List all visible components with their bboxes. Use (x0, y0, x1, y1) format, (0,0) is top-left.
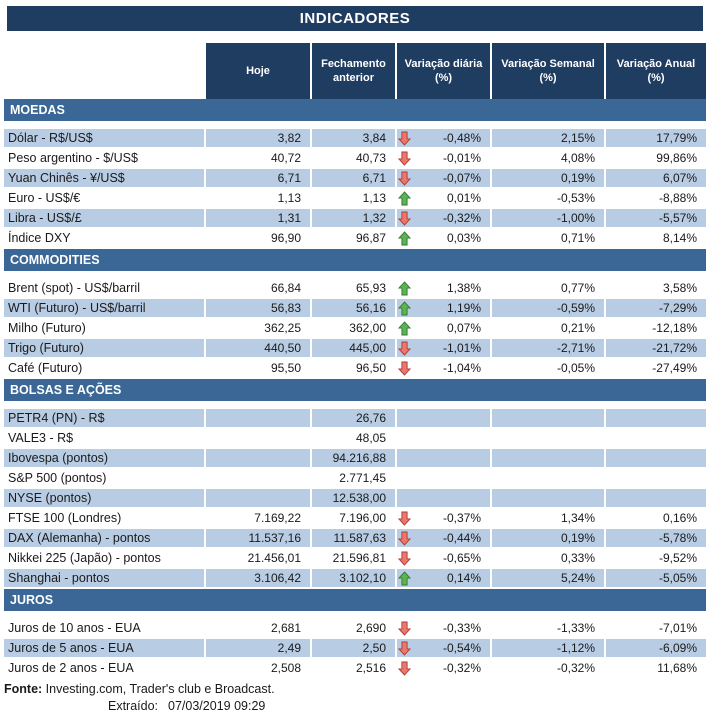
source-text: Investing.com, Trader's club e Broadcast. (42, 682, 275, 696)
table-row (4, 299, 706, 319)
cell-variacao-anual: -21,72% (606, 339, 706, 357)
cell-fechamento-anterior: 96,87 (355, 231, 386, 245)
cell-variacao-diaria (397, 229, 490, 247)
cell-hoje (206, 449, 310, 467)
cell-fechamento-anterior: 3,84 (312, 129, 395, 147)
cell-hoje: 7.169,22 (254, 511, 301, 525)
extracted-line (4, 698, 706, 715)
table-row (4, 279, 706, 299)
cell-variacao-diaria (397, 339, 490, 357)
cell-hoje: 3.106,42 (206, 569, 310, 587)
cell-variacao-diaria-value: -0,65% (442, 551, 481, 565)
arrow-up-icon (398, 189, 414, 207)
cell-variacao-anual (606, 429, 706, 447)
cell-variacao-anual: -5,57% (606, 209, 706, 227)
cell-hoje (206, 469, 310, 487)
cell-variacao-anual (606, 449, 706, 467)
table-row (4, 489, 706, 509)
cell-variacao-diaria-value: -0,32% (442, 211, 481, 225)
cell-hoje: 2,681 (270, 621, 301, 635)
cell-variacao-diaria (397, 659, 490, 677)
cell-variacao-diaria (397, 449, 490, 467)
cell-fechamento-anterior: 56,16 (312, 299, 395, 317)
page-title (7, 6, 703, 31)
row-label: Trigo (Futuro) (4, 339, 204, 357)
table-row (4, 129, 706, 149)
cell-variacao-diaria-value: 1,19% (446, 301, 481, 315)
cell-variacao-anual: -6,09% (606, 639, 706, 657)
cell-variacao-diaria-value: -1,01% (442, 341, 481, 355)
cell-fechamento-anterior: 48,05 (355, 431, 386, 445)
cell-variacao-anual: 17,79% (606, 129, 706, 147)
cell-variacao-diaria (397, 299, 490, 317)
cell-variacao-semanal (492, 469, 604, 487)
table-row (4, 209, 706, 229)
arrow-up-icon (398, 229, 414, 247)
cell-hoje: 3,82 (206, 129, 310, 147)
row-label: WTI (Futuro) - US$/barril (4, 299, 204, 317)
cell-variacao-diaria (397, 619, 490, 637)
cell-variacao-diaria-value: 0,03% (446, 231, 481, 245)
cell-variacao-semanal: -0,53% (556, 191, 595, 205)
arrow-empty-slot (398, 469, 414, 487)
cell-fechamento-anterior: 26,76 (312, 409, 395, 427)
column-header-fechamento: Fechamento anterior (312, 43, 395, 99)
cell-variacao-semanal: -1,00% (492, 209, 604, 227)
cell-hoje: 2,508 (270, 661, 301, 675)
cell-variacao-anual: -5,78% (606, 529, 706, 547)
arrow-down-icon (398, 129, 414, 147)
section-header-bolsas-e-a-es: BOLSAS E AÇÕES (4, 379, 706, 403)
row-label: Brent (spot) - US$/barril (8, 281, 140, 295)
cell-variacao-anual (606, 489, 706, 507)
cell-variacao-diaria-value: -0,32% (442, 661, 481, 675)
table-row (4, 639, 706, 659)
arrow-up-icon (398, 279, 414, 297)
cell-variacao-diaria (397, 129, 490, 147)
cell-variacao-diaria-value: -0,33% (442, 621, 481, 635)
arrow-down-icon (398, 209, 414, 227)
table-row (4, 549, 706, 569)
cell-variacao-semanal (492, 429, 604, 447)
cell-variacao-anual: 99,86% (656, 151, 697, 165)
cell-fechamento-anterior: 11.587,63 (312, 529, 395, 547)
cell-variacao-diaria-value: -0,01% (442, 151, 481, 165)
cell-fechamento-anterior: 362,00 (349, 321, 386, 335)
cell-hoje: 40,72 (270, 151, 301, 165)
cell-variacao-anual: 11,68% (657, 661, 697, 675)
table-body (4, 99, 706, 679)
cell-hoje (206, 409, 310, 427)
row-label: Milho (Futuro) (8, 321, 86, 335)
cell-variacao-anual: 8,14% (662, 231, 697, 245)
arrow-down-icon (398, 339, 414, 357)
cell-variacao-anual: -9,52% (658, 551, 697, 565)
row-label: Juros de 5 anos - EUA (4, 639, 204, 657)
table-row (4, 149, 706, 169)
cell-fechamento-anterior: 2,690 (355, 621, 386, 635)
cell-variacao-diaria-value: -0,48% (442, 131, 481, 145)
arrow-down-icon (398, 149, 414, 167)
extracted-label: Extraído: (108, 699, 159, 713)
cell-variacao-diaria (397, 409, 490, 427)
cell-variacao-diaria-value: 0,14% (446, 571, 481, 585)
cell-fechamento-anterior: 2.771,45 (339, 471, 386, 485)
table-row (4, 319, 706, 339)
cell-variacao-diaria (397, 209, 490, 227)
table-row (4, 169, 706, 189)
cell-hoje: 440,50 (206, 339, 310, 357)
cell-variacao-diaria-value: -0,54% (442, 641, 481, 655)
row-label: Ibovespa (pontos) (4, 449, 204, 467)
table-row (4, 339, 706, 359)
cell-variacao-semanal: -0,59% (492, 299, 604, 317)
row-label: PETR4 (PN) - R$ (4, 409, 204, 427)
cell-variacao-semanal: 5,24% (492, 569, 604, 587)
cell-hoje (206, 429, 310, 447)
cell-hoje: 21.456,01 (247, 551, 301, 565)
cell-fechamento-anterior: 3.102,10 (312, 569, 395, 587)
table-row (4, 569, 706, 589)
cell-variacao-diaria (397, 169, 490, 187)
cell-variacao-diaria (397, 279, 490, 297)
cell-variacao-semanal: -1,12% (492, 639, 604, 657)
cell-variacao-diaria (397, 489, 490, 507)
arrow-empty-slot (398, 449, 414, 467)
row-label: Yuan Chinês - ¥/US$ (4, 169, 204, 187)
table-row (4, 469, 706, 489)
table-row (4, 449, 706, 469)
cell-variacao-semanal: 4,08% (560, 151, 595, 165)
column-header-variacao-diaria: Variação diária (%) (397, 43, 490, 99)
table-row (4, 529, 706, 549)
cell-hoje: 95,50 (270, 361, 301, 375)
column-header-variacao-semanal: Variação Semanal (%) (492, 43, 604, 99)
cell-variacao-diaria-value: -0,44% (442, 531, 481, 545)
cell-fechamento-anterior: 7.196,00 (339, 511, 386, 525)
cell-variacao-anual: 3,58% (662, 281, 697, 295)
cell-hoje: 11.537,16 (206, 529, 310, 547)
cell-fechamento-anterior: 445,00 (312, 339, 395, 357)
cell-fechamento-anterior: 1,13 (362, 191, 386, 205)
arrow-up-icon (398, 319, 414, 337)
section-header-juros: JUROS (4, 589, 706, 613)
cell-variacao-diaria (397, 639, 490, 657)
row-label: Euro - US$/€ (8, 191, 81, 205)
cell-variacao-semanal: -1,33% (556, 621, 595, 635)
row-label: Juros de 10 anos - EUA (8, 621, 141, 635)
arrow-empty-slot (398, 429, 414, 447)
arrow-down-icon (398, 509, 414, 527)
table-row (4, 189, 706, 209)
arrow-empty-slot (398, 489, 414, 507)
arrow-down-icon (398, 659, 414, 677)
arrow-down-icon (398, 639, 414, 657)
cell-variacao-anual: 0,16% (662, 511, 697, 525)
table-row (4, 659, 706, 679)
arrow-down-icon (398, 169, 414, 187)
cell-variacao-semanal: 2,15% (492, 129, 604, 147)
arrow-down-icon (398, 549, 414, 567)
cell-variacao-anual: -7,29% (606, 299, 706, 317)
arrow-down-icon (398, 359, 414, 377)
cell-hoje (206, 489, 310, 507)
cell-variacao-diaria-value: 0,07% (446, 321, 481, 335)
cell-variacao-semanal: 0,71% (560, 231, 595, 245)
cell-variacao-anual (606, 469, 706, 487)
cell-fechamento-anterior: 65,93 (355, 281, 386, 295)
arrow-up-icon (398, 299, 414, 317)
cell-variacao-anual: -5,05% (606, 569, 706, 587)
section-header-commodities: COMMODITIES (4, 249, 706, 273)
cell-variacao-diaria-value: 0,01% (446, 191, 481, 205)
cell-fechamento-anterior: 12.538,00 (312, 489, 395, 507)
table-row (4, 619, 706, 639)
cell-fechamento-anterior: 21.596,81 (332, 551, 386, 565)
footer (4, 681, 706, 715)
cell-hoje: 1,13 (277, 191, 301, 205)
arrow-up-icon (398, 569, 414, 587)
cell-variacao-diaria-value: 1,38% (446, 281, 481, 295)
cell-variacao-semanal: -2,71% (492, 339, 604, 357)
cell-variacao-diaria (397, 319, 490, 337)
section-header-moedas: MOEDAS (4, 99, 706, 123)
cell-variacao-semanal (492, 449, 604, 467)
row-label: Juros de 2 anos - EUA (8, 661, 134, 675)
cell-variacao-anual: -8,88% (658, 191, 697, 205)
cell-variacao-diaria (397, 569, 490, 587)
arrow-empty-slot (398, 409, 414, 427)
cell-variacao-diaria-value: -0,07% (442, 171, 481, 185)
cell-fechamento-anterior: 2,516 (355, 661, 386, 675)
cell-variacao-semanal: 0,21% (560, 321, 595, 335)
cell-variacao-anual: -27,49% (652, 361, 697, 375)
cell-variacao-anual (606, 409, 706, 427)
cell-variacao-semanal: 0,77% (560, 281, 595, 295)
table-row (4, 409, 706, 429)
page-title-text: INDICADORES (299, 10, 411, 27)
cell-fechamento-anterior: 2,50 (312, 639, 395, 657)
row-label: Café (Futuro) (8, 361, 83, 375)
cell-hoje: 96,90 (270, 231, 301, 245)
source-label: Fonte: (4, 682, 43, 696)
cell-variacao-semanal: 0,33% (560, 551, 595, 565)
row-label: Libra - US$/£ (4, 209, 204, 227)
cell-hoje: 6,71 (206, 169, 310, 187)
cell-fechamento-anterior: 6,71 (312, 169, 395, 187)
cell-variacao-semanal (492, 409, 604, 427)
cell-variacao-diaria (397, 149, 490, 167)
table-row (4, 229, 706, 249)
cell-variacao-anual: 6,07% (606, 169, 706, 187)
row-label: Shanghai - pontos (4, 569, 204, 587)
column-header-variacao-anual: Variação Anual (%) (606, 43, 706, 99)
cell-fechamento-anterior: 94.216,88 (312, 449, 395, 467)
cell-variacao-semanal: -0,32% (556, 661, 595, 675)
cell-fechamento-anterior: 40,73 (355, 151, 386, 165)
cell-hoje: 56,83 (206, 299, 310, 317)
cell-variacao-diaria (397, 359, 490, 377)
cell-variacao-diaria (397, 469, 490, 487)
column-headers (206, 43, 706, 99)
cell-hoje: 2,49 (206, 639, 310, 657)
cell-fechamento-anterior: 96,50 (355, 361, 386, 375)
row-label: Índice DXY (8, 231, 71, 245)
table-row (4, 429, 706, 449)
arrow-down-icon (398, 529, 414, 547)
row-label: FTSE 100 (Londres) (8, 511, 122, 525)
cell-variacao-diaria-value: -1,04% (442, 361, 481, 375)
extracted-timestamp: 07/03/2019 09:29 (168, 699, 266, 713)
row-label: Nikkei 225 (Japão) - pontos (8, 551, 161, 565)
source-line (4, 681, 706, 698)
cell-variacao-diaria (397, 549, 490, 567)
cell-variacao-diaria (397, 529, 490, 547)
table-row (4, 509, 706, 529)
cell-fechamento-anterior: 1,32 (312, 209, 395, 227)
row-label: NYSE (pontos) (4, 489, 204, 507)
cell-variacao-semanal: -0,05% (556, 361, 595, 375)
cell-variacao-diaria-value: -0,37% (442, 511, 481, 525)
cell-variacao-semanal: 0,19% (492, 169, 604, 187)
row-label: Peso argentino - $/US$ (8, 151, 138, 165)
cell-variacao-diaria (397, 509, 490, 527)
column-header-hoje: Hoje (206, 43, 310, 99)
cell-hoje: 66,84 (270, 281, 301, 295)
cell-hoje: 1,31 (206, 209, 310, 227)
arrow-down-icon (398, 619, 414, 637)
cell-variacao-diaria (397, 189, 490, 207)
cell-variacao-diaria (397, 429, 490, 447)
cell-variacao-anual: -7,01% (658, 621, 697, 635)
row-label: S&P 500 (pontos) (8, 471, 107, 485)
cell-hoje: 362,25 (264, 321, 301, 335)
cell-variacao-semanal: 1,34% (560, 511, 595, 525)
row-label: Dólar - R$/US$ (4, 129, 204, 147)
cell-variacao-anual: -12,18% (652, 321, 697, 335)
row-label: VALE3 - R$ (8, 431, 74, 445)
row-label: DAX (Alemanha) - pontos (4, 529, 204, 547)
cell-variacao-semanal (492, 489, 604, 507)
cell-variacao-semanal: 0,19% (492, 529, 604, 547)
table-row (4, 359, 706, 379)
